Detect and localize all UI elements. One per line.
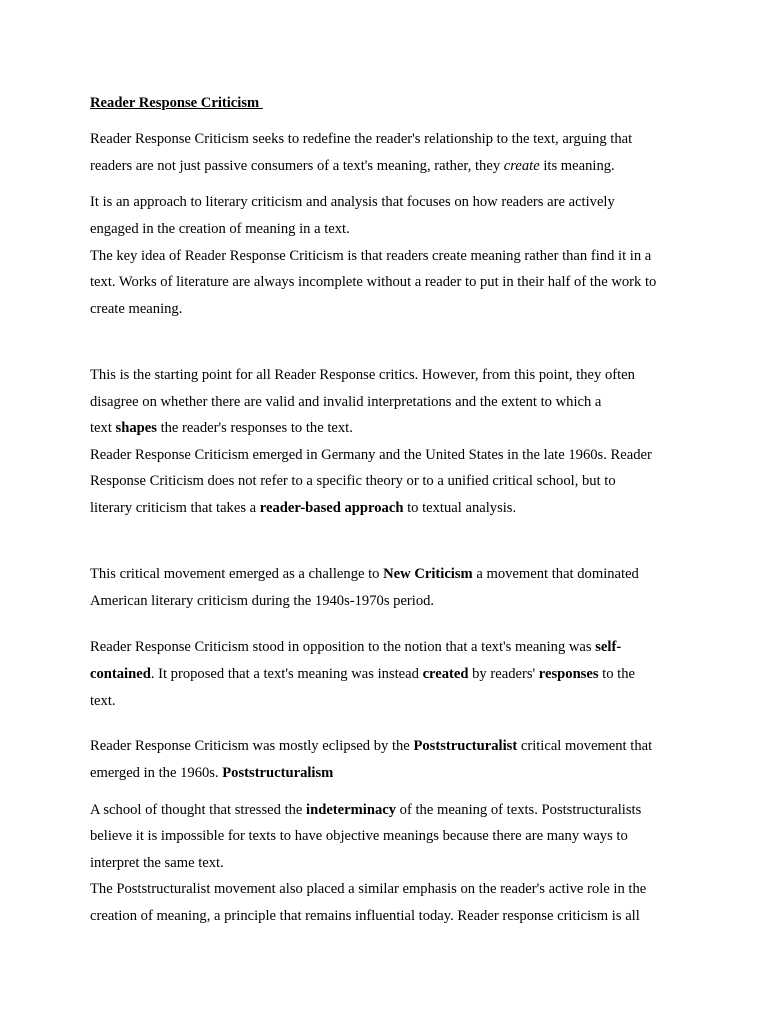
text-run: a movement that dominated [472,566,639,582]
bold-shapes: shapes [115,420,157,436]
paragraph-3-line-2: disagree on whether there are valid and invalid interpretations and the extent to which a [90,394,602,410]
paragraph-3-line-1: This is the starting point for all Reader Response critics. However, from this point, they often [90,367,635,383]
text-run: A school of thought that stressed the [90,802,307,818]
paragraph-2-line-1: It is an approach to literary criticism and analysis that focuses on how readers are actively [90,194,615,210]
text-run: . It proposed that a text's meaning was instead [150,666,423,682]
text-run: to the [598,666,636,682]
bold-responses: responses [538,666,599,682]
text-run: This critical movement emerged as a challenge to [90,566,384,582]
text-run: to textual analysis. [403,500,517,516]
paragraph-3-line-5: Response Criticism does not refer to a specific theory or to a unified critical school, but to [90,473,616,489]
bold-contained: contained [90,666,151,682]
paragraph-2-line-4: text. Works of literature are always incomplete without a reader to put in their half of the work to [90,274,657,290]
paragraph-6-line-1 [90,737,652,755]
paragraph-7-line-1 [90,801,641,819]
paragraph-7-line-3: interpret the same text. [90,855,224,871]
bold-new-criticism: New Criticism [383,566,473,582]
text-run: by readers' [468,666,539,682]
paragraph-6-line-2 [90,764,333,782]
paragraph-3-line-3 [90,419,353,437]
paragraph-5-line-2 [90,665,635,683]
paragraph-1-line-1: Reader Response Criticism seeks to redefine the reader's relationship to the text, arguing that [90,131,633,147]
text-run: readers are not just passive consumers of a text's meaning, rather, they [90,158,504,174]
paragraph-3-line-4: Reader Response Criticism emerged in Germany and the United States in the late 1960s. Reader [90,447,652,463]
paragraph-2-line-2: engaged in the creation of meaning in a text. [90,221,350,237]
text-run: critical movement that [517,738,653,754]
paragraph-4-line-2: American literary criticism during the 1940s-1970s period. [90,593,435,609]
text-run: text [90,420,116,436]
paragraph-2-line-5: create meaning. [90,301,183,317]
paragraph-5-line-1 [90,638,621,656]
emphasis-create: create [503,158,540,174]
bold-created: created [422,666,469,682]
paragraph-7-line-2: believe it is impossible for texts to have objective meanings because there are many ways to [90,828,628,844]
paragraph-7-line-5: creation of meaning, a principle that remains influential today. Reader response criticism is all [90,908,640,924]
bold-reader-based-approach: reader-based approach [259,500,404,516]
paragraph-4-line-1 [90,565,639,583]
text-run: Reader Response Criticism was mostly eclipsed by the [90,738,414,754]
document-title: Reader Response Criticism [90,95,263,111]
paragraph-2-line-3: The key idea of Reader Response Criticism is that readers create meaning rather than find it in a [90,248,652,264]
bold-poststructuralist: Poststructuralist [413,738,518,754]
paragraph-1-line-2 [90,157,615,175]
text-run: the reader's responses to the text. [156,420,353,436]
text-run: literary criticism that takes a [90,500,260,516]
bold-self: self- [595,639,622,655]
text-run: its meaning. [539,158,615,174]
text-run: of the meaning of texts. Poststructuralists [396,802,642,818]
text-run: emerged in the 1960s. [90,765,223,781]
paragraph-3-line-6 [90,499,516,517]
bold-indeterminacy: indeterminacy [306,802,397,818]
paragraph-7-line-4: The Poststructuralist movement also placed a similar emphasis on the reader's active role in the [90,881,647,897]
bold-poststructuralism: Poststructuralism [222,765,334,781]
paragraph-5-line-3: text. [90,693,116,709]
text-run: Reader Response Criticism stood in opposition to the notion that a text's meaning was [90,639,596,655]
